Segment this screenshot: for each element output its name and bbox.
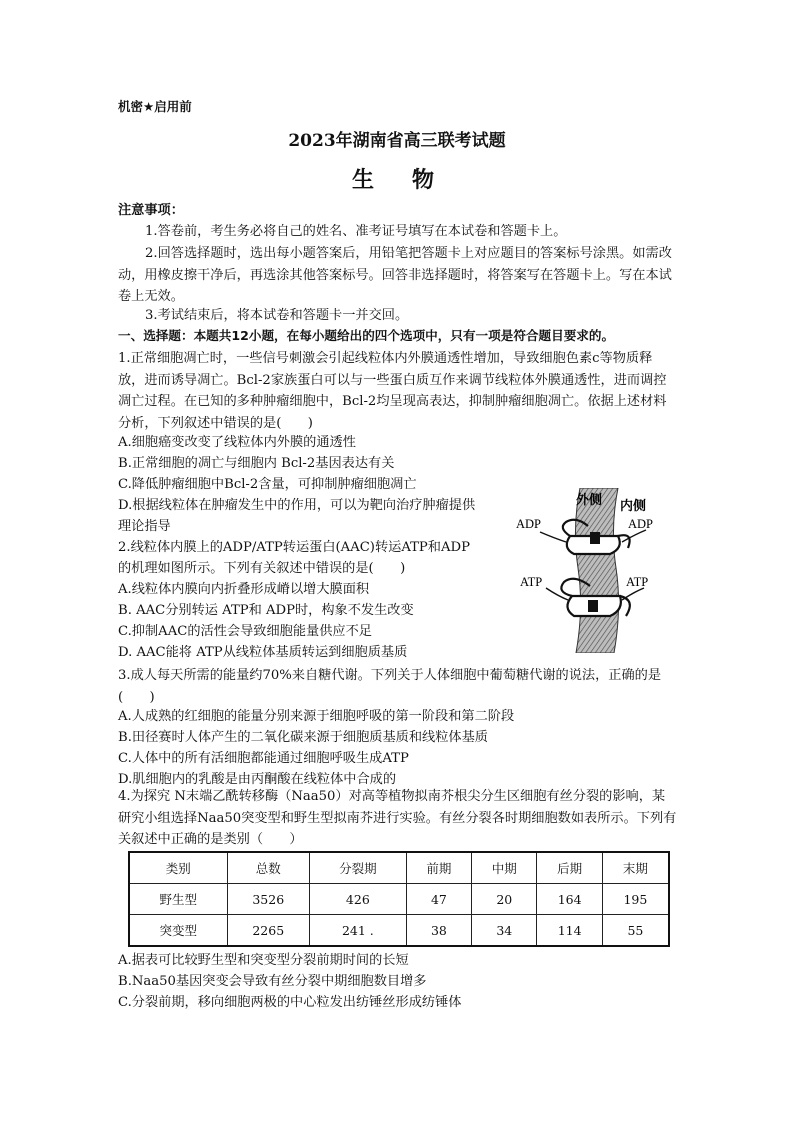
mitosis-cell-count-table: [128, 851, 670, 947]
question-1-option-d: D.根据线粒体在肿瘤发生中的作用，可以为靶向治疗肿瘤提供: [118, 498, 476, 513]
table-cell: 20: [472, 884, 537, 915]
outer-side-label: 外侧: [576, 493, 603, 508]
question-1-option-d-cont: 理论指导: [118, 519, 171, 534]
table-cell: 241 .: [309, 915, 406, 947]
question-4-option-c: C.分裂前期，移向细胞两极的中心粒发出纺锤丝形成纺锤体: [118, 995, 462, 1010]
question-4-stem: 4.为探究 N末端乙酰转移酶（Naa50）对高等植物拟南芥根尖分生区细胞有丝分裂的影响，某研究小组选择Naa50突变型和野生型拟南芥进行实验。有丝分裂各时期细胞数如表所示。下列有关叙述中正确的是类别（ ）: [118, 789, 677, 848]
table-header-cell: 后期: [537, 852, 602, 884]
note-item-2: 2.回答选择题时，选出每小题答案后，用铅笔把答题卡上对应题目的答案标号涂黑。如需改动，用橡皮擦干净后，再选涂其他答案标号。回答非选择题时，将答案写在答题卡上。写在本试卷上无效。: [118, 246, 672, 305]
table-cell: 3526: [227, 884, 309, 915]
question-2-option-d: D. AAC能将 ATP从线粒体基质转运到细胞质基质: [118, 645, 408, 660]
table-cell: 55: [602, 915, 669, 947]
table-header-cell: 末期: [602, 852, 669, 884]
question-3-option-a: A.人成熟的红细胞的能量分别来源于细胞呼吸的第一阶段和第二阶段: [118, 709, 515, 724]
note-item-3: 3.考试结束后，将本试卷和答题卡一并交回。: [145, 308, 409, 323]
adp-arrow-left: [540, 532, 566, 542]
question-2-stem-cont: 的机理如图所示。下列有关叙述中错误的是( ): [118, 561, 406, 576]
aac-transporter-figure: [510, 488, 680, 653]
table-cell: 195: [602, 884, 669, 915]
question-1-option-a: A.细胞癌变改变了线粒体内外膜的通透性: [118, 435, 356, 450]
inner-side-label: 内侧: [620, 499, 647, 514]
question-4-option-a: A.据表可比较野生型和突变型分裂前期时间的长短: [118, 953, 409, 968]
question-3-option-d: D.肌细胞内的乳酸是由丙酮酸在线粒体中合成的: [118, 772, 397, 787]
adp-right-label: ADP: [628, 517, 654, 531]
membrane-band: [575, 488, 618, 653]
confidential-label: 机密★启用前: [118, 99, 192, 114]
table-row: [129, 884, 669, 915]
atp-right-label: ATP: [626, 575, 649, 589]
atp-left-label: ATP: [520, 575, 543, 589]
question-1-option-c: C.降低肿瘤细胞中Bcl-2含量，可抑制肿瘤细胞凋亡: [118, 477, 417, 492]
table-header-cell: 前期: [406, 852, 471, 884]
notes-heading: 注意事项：: [118, 203, 184, 218]
question-1-stem: 1.正常细胞凋亡时，一些信号刺激会引起线粒体内外膜通透性增加，导致细胞色素c等物质释放，进而诱导凋亡。Bcl-2家族蛋白可以与一些蛋白质互作来调节线粒体外膜通透性，进而调控凋亡过程。在已知的多种肿瘤细胞中，Bcl-2均呈现高表达，抑制肿瘤细胞凋亡。依据上述材料分析，下列叙述中错误的是( ): [118, 351, 667, 431]
table-header-row: [129, 852, 669, 884]
question-3-stem: 3.成人每天所需的能量约70%来自糖代谢。下列关于人体细胞中葡萄糖代谢的说法，正确的是( ): [118, 668, 662, 705]
table-row: [129, 915, 669, 947]
table-cell: 2265: [227, 915, 309, 947]
atp-arrow-right: [622, 588, 644, 600]
table-cell: 38: [406, 915, 471, 947]
note-item-1: 1.答卷前，考生务必将自己的姓名、准考证号填写在本试卷和答题卡上。: [145, 224, 567, 239]
exam-title: 2023年湖南省高三联考试题: [288, 131, 506, 151]
table-header-cell: 总数: [227, 852, 309, 884]
table-cell: 426: [309, 884, 406, 915]
table-cell: 164: [537, 884, 602, 915]
question-3-option-b: B.田径赛时人体产生的二氧化碳来源于细胞质基质和线粒体基质: [118, 730, 488, 745]
table-cell: 野生型: [129, 884, 227, 915]
question-4-option-b: B.Naa50基因突变会导致有丝分裂中期细胞数目增多: [118, 974, 427, 989]
table-cell: 34: [472, 915, 537, 947]
subject-title: 生 物: [351, 167, 442, 193]
question-1-option-b: B.正常细胞的凋亡与细胞内 Bcl-2基因表达有关: [118, 456, 395, 471]
table-header-cell: 中期: [472, 852, 537, 884]
table-cell: 47: [406, 884, 471, 915]
question-2-stem: 2.线粒体内膜上的ADP/ATP转运蛋白(AAC)转运ATP和ADP: [118, 540, 470, 555]
question-2-option-c: C.抑制AAC的活性会导致细胞能量供应不足: [118, 624, 372, 639]
adp-left-label: ADP: [516, 517, 542, 531]
table-header-cell: 类别: [129, 852, 227, 884]
question-2-option-b: B. AAC分别转运 ATP和 ADP时，构象不发生改变: [118, 603, 414, 618]
table-cell: 114: [537, 915, 602, 947]
table-cell: 突变型: [129, 915, 227, 947]
question-2-option-a: A.线粒体内膜向内折叠形成嵴以增大膜面积: [118, 582, 370, 597]
section-heading: 一、选择题：本题共12小题，在每小题给出的四个选项中，只有一项是符合题目要求的。: [118, 328, 615, 343]
table-header-cell: 分裂期: [309, 852, 406, 884]
question-3-option-c: C.人体中的所有活细胞都能通过细胞呼吸生成ATP: [118, 751, 409, 766]
